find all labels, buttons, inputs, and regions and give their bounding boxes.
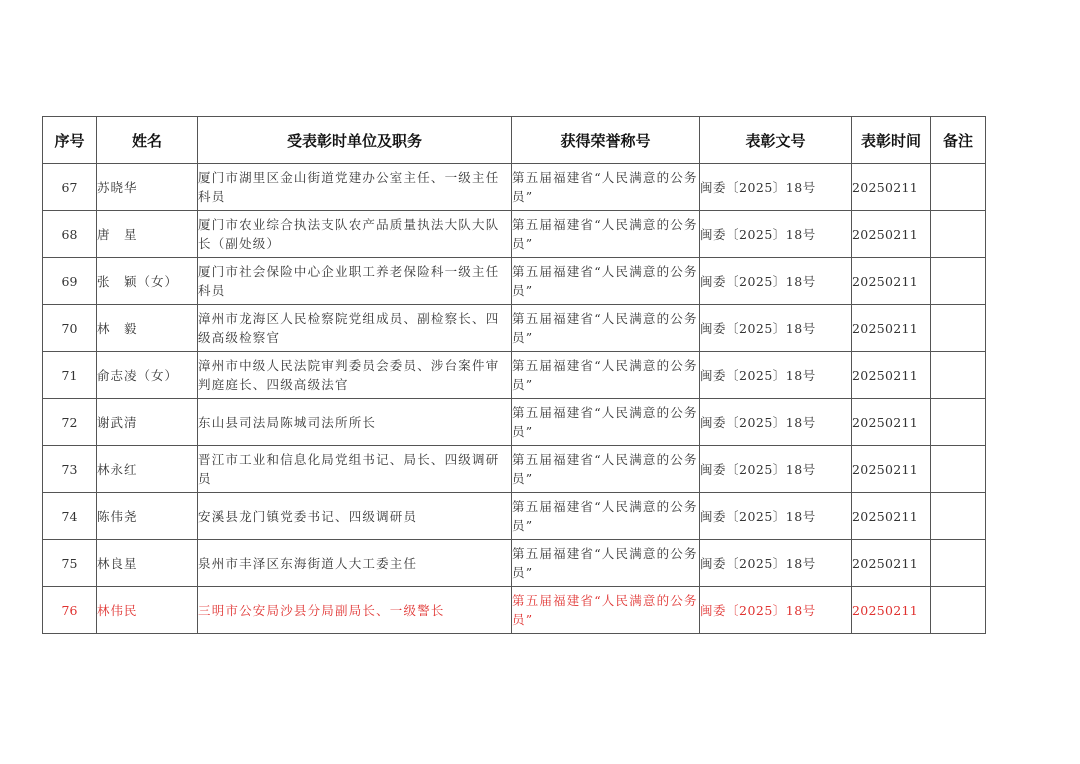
cell-seq: 75 — [43, 540, 97, 587]
cell-doc: 闽委〔2025〕18号 — [700, 352, 852, 399]
cell-name: 林永红 — [97, 446, 198, 493]
cell-unit: 厦门市湖里区金山街道党建办公室主任、一级主任科员 — [198, 164, 512, 211]
table-row-highlighted — [43, 587, 986, 634]
cell-note — [931, 164, 986, 211]
cell-note — [931, 587, 986, 634]
cell-note — [931, 493, 986, 540]
cell-date: 20250211 — [852, 540, 931, 587]
cell-unit: 东山县司法局陈城司法所所长 — [198, 399, 512, 446]
cell-title: 第五届福建省“人民满意的公务员” — [512, 211, 700, 258]
cell-seq: 72 — [43, 399, 97, 446]
cell-date: 20250211 — [852, 164, 931, 211]
cell-note — [931, 399, 986, 446]
cell-unit: 三明市公安局沙县分局副局长、一级警长 — [198, 587, 512, 634]
cell-title: 第五届福建省“人民满意的公务员” — [512, 164, 700, 211]
cell-name: 陈伟尧 — [97, 493, 198, 540]
cell-unit: 厦门市农业综合执法支队农产品质量执法大队大队长（副处级） — [198, 211, 512, 258]
cell-seq: 73 — [43, 446, 97, 493]
cell-seq: 67 — [43, 164, 97, 211]
header-name: 姓名 — [97, 117, 198, 164]
header-date: 表彰时间 — [852, 117, 931, 164]
table-row — [43, 399, 986, 446]
cell-note — [931, 352, 986, 399]
header-note: 备注 — [931, 117, 986, 164]
table-row — [43, 352, 986, 399]
header-unit: 受表彰时单位及职务 — [198, 117, 512, 164]
cell-name: 唐 星 — [97, 211, 198, 258]
table-row — [43, 305, 986, 352]
cell-unit: 安溪县龙门镇党委书记、四级调研员 — [198, 493, 512, 540]
cell-doc: 闽委〔2025〕18号 — [700, 540, 852, 587]
cell-seq: 69 — [43, 258, 97, 305]
honors-table — [42, 116, 986, 634]
table-row — [43, 446, 986, 493]
table-row — [43, 164, 986, 211]
cell-date: 20250211 — [852, 258, 931, 305]
cell-date: 20250211 — [852, 446, 931, 493]
table-row — [43, 258, 986, 305]
cell-seq: 68 — [43, 211, 97, 258]
cell-doc: 闽委〔2025〕18号 — [700, 305, 852, 352]
cell-note — [931, 446, 986, 493]
cell-name: 林 毅 — [97, 305, 198, 352]
table-header-row — [43, 117, 986, 164]
cell-seq: 71 — [43, 352, 97, 399]
cell-title: 第五届福建省“人民满意的公务员” — [512, 446, 700, 493]
table-row — [43, 211, 986, 258]
cell-name: 谢武清 — [97, 399, 198, 446]
cell-date: 20250211 — [852, 399, 931, 446]
cell-title: 第五届福建省“人民满意的公务员” — [512, 352, 700, 399]
cell-seq: 74 — [43, 493, 97, 540]
cell-unit: 漳州市龙海区人民检察院党组成员、副检察长、四级高级检察官 — [198, 305, 512, 352]
cell-date: 20250211 — [852, 211, 931, 258]
cell-date: 20250211 — [852, 305, 931, 352]
cell-name: 林伟民 — [97, 587, 198, 634]
cell-date: 20250211 — [852, 493, 931, 540]
cell-name: 俞志凌（女） — [97, 352, 198, 399]
cell-note — [931, 540, 986, 587]
cell-title: 第五届福建省“人民满意的公务员” — [512, 540, 700, 587]
cell-unit: 厦门市社会保险中心企业职工养老保险科一级主任科员 — [198, 258, 512, 305]
table-row — [43, 540, 986, 587]
header-doc: 表彰文号 — [700, 117, 852, 164]
cell-note — [931, 258, 986, 305]
cell-name: 苏晓华 — [97, 164, 198, 211]
cell-doc: 闽委〔2025〕18号 — [700, 399, 852, 446]
cell-name: 林良星 — [97, 540, 198, 587]
cell-note — [931, 211, 986, 258]
cell-doc: 闽委〔2025〕18号 — [700, 493, 852, 540]
cell-date: 20250211 — [852, 587, 931, 634]
cell-note — [931, 305, 986, 352]
table-row — [43, 493, 986, 540]
cell-doc: 闽委〔2025〕18号 — [700, 164, 852, 211]
cell-doc: 闽委〔2025〕18号 — [700, 587, 852, 634]
cell-title: 第五届福建省“人民满意的公务员” — [512, 399, 700, 446]
cell-title: 第五届福建省“人民满意的公务员” — [512, 587, 700, 634]
cell-title: 第五届福建省“人民满意的公务员” — [512, 493, 700, 540]
cell-unit: 漳州市中级人民法院审判委员会委员、涉台案件审判庭庭长、四级高级法官 — [198, 352, 512, 399]
cell-seq: 70 — [43, 305, 97, 352]
cell-seq: 76 — [43, 587, 97, 634]
cell-doc: 闽委〔2025〕18号 — [700, 446, 852, 493]
cell-title: 第五届福建省“人民满意的公务员” — [512, 305, 700, 352]
cell-unit: 晋江市工业和信息化局党组书记、局长、四级调研员 — [198, 446, 512, 493]
cell-unit: 泉州市丰泽区东海街道人大工委主任 — [198, 540, 512, 587]
header-title: 获得荣誉称号 — [512, 117, 700, 164]
cell-date: 20250211 — [852, 352, 931, 399]
cell-doc: 闽委〔2025〕18号 — [700, 211, 852, 258]
cell-name: 张 颖（女） — [97, 258, 198, 305]
header-seq: 序号 — [43, 117, 97, 164]
cell-doc: 闽委〔2025〕18号 — [700, 258, 852, 305]
cell-title: 第五届福建省“人民满意的公务员” — [512, 258, 700, 305]
